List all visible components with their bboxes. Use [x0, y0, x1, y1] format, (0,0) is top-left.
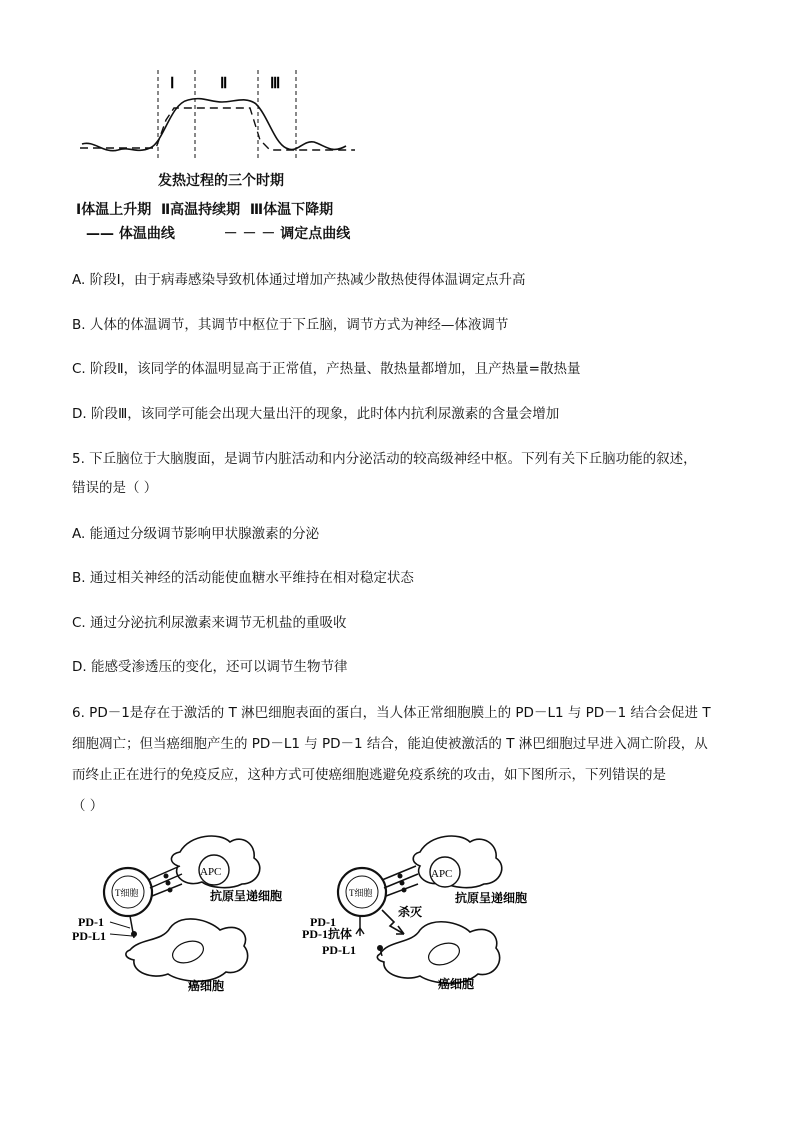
fever-curve-figure: [70, 60, 370, 170]
q5-option-d: D. 能感受渗透压的变化，还可以调节生物节律: [72, 659, 348, 675]
q6-stem-line2: 细胞凋亡；但当癌细胞产生的 PD－L1 与 PD－1 结合，能迫使被激活的 T 淋巴细胞过早进入凋亡阶段，从: [72, 736, 708, 752]
receptor-dot: [168, 888, 173, 893]
q5-stem-line2: 错误的是（ ）: [72, 480, 158, 496]
q6-stem-line1: 6. PD－1是存在于激活的 T 淋巴细胞表面的蛋白，当人体正常细胞膜上的 PD－L1 与 PD－1 结合会促进 T: [72, 705, 711, 721]
figure1-legend-phases: Ⅰ体温上升期 Ⅱ高温持续期 Ⅲ体温下降期: [76, 202, 334, 218]
pd1-label: PD-1: [78, 915, 104, 929]
pd1-antibody-label: PD-1抗体: [302, 927, 352, 941]
phase-label-2: Ⅱ: [220, 76, 228, 92]
figure1-caption: 发热过程的三个时期: [158, 173, 284, 189]
pd1-antibody: [356, 928, 364, 936]
t-cell-label: T细胞: [349, 888, 373, 898]
apc-caption: 抗原呈递细胞: [210, 889, 283, 903]
q5-stem-line1: 5. 下丘脑位于大脑腹面，是调节内脏活动和内分泌活动的较高级神经中枢。下列有关下丘脑功能的叙述，: [72, 451, 697, 467]
q4-option-d: D. 阶段Ⅲ，该同学可能会出现大量出汗的现象，此时体内抗利尿激素的含量会增加: [72, 406, 560, 422]
pd1-pointer: [110, 922, 130, 928]
apc-caption: 抗原呈递细胞: [455, 891, 528, 905]
kill-label: 杀灭: [398, 905, 423, 919]
q4-option-a: A. 阶段Ⅰ，由于病毒感染导致机体通过增加产热减少散热使得体温调定点升高: [72, 272, 526, 288]
q5-option-b: B. 通过相关神经的活动能使血糖水平维持在相对稳定状态: [72, 570, 414, 586]
q5-option-a: A. 能通过分级调节影响甲状腺激素的分泌: [72, 526, 320, 542]
receptor-dot: [400, 881, 405, 886]
q6-stem-line4: （ ）: [72, 798, 104, 814]
receptor-bond: [148, 866, 180, 880]
body-temp-curve: [82, 99, 346, 151]
pdl1-label: PD-L1: [72, 929, 106, 943]
pdl1-label: PD-L1: [322, 943, 356, 957]
receptor-dot: [398, 874, 403, 879]
t-cell-label: T细胞: [115, 888, 139, 898]
apc-label: APC: [200, 866, 222, 878]
set-point-curve: [80, 108, 355, 150]
receptor-dot: [164, 874, 169, 879]
q4-option-b: B. 人体的体温调节，其调节中枢位于下丘脑，调节方式为神经—体液调节: [72, 317, 509, 333]
phase-label-3: Ⅲ: [270, 76, 281, 92]
receptor-dot: [402, 888, 407, 893]
receptor-dot: [166, 881, 171, 886]
q4-option-c: C. 阶段Ⅱ，该同学的体温明显高于正常值，产热量、散热量都增加，且产热量=散热量: [72, 361, 581, 377]
pd1-figure: [70, 830, 550, 995]
q5-option-c: C. 通过分泌抗利尿激素来调节无机盐的重吸收: [72, 615, 347, 631]
pd1-left-panel: [72, 836, 282, 993]
figure1-legend-curves: —— 体温曲线 － － － 调定点曲线: [86, 226, 351, 242]
phase-label-1: Ⅰ: [170, 76, 175, 92]
cancer-label: 癌细胞: [188, 979, 225, 993]
cancer-label: 癌细胞: [438, 977, 475, 991]
pdl1-pointer: [110, 934, 132, 936]
pd1-label: PD-1: [310, 915, 336, 929]
apc-label: APC: [431, 868, 453, 880]
pd1-right-panel: [302, 836, 527, 991]
q6-stem-line3: 而终止正在进行的免疫反应，这种方式可使癌细胞逃避免疫系统的攻击，如下图所示，下列错误的是: [72, 767, 666, 783]
